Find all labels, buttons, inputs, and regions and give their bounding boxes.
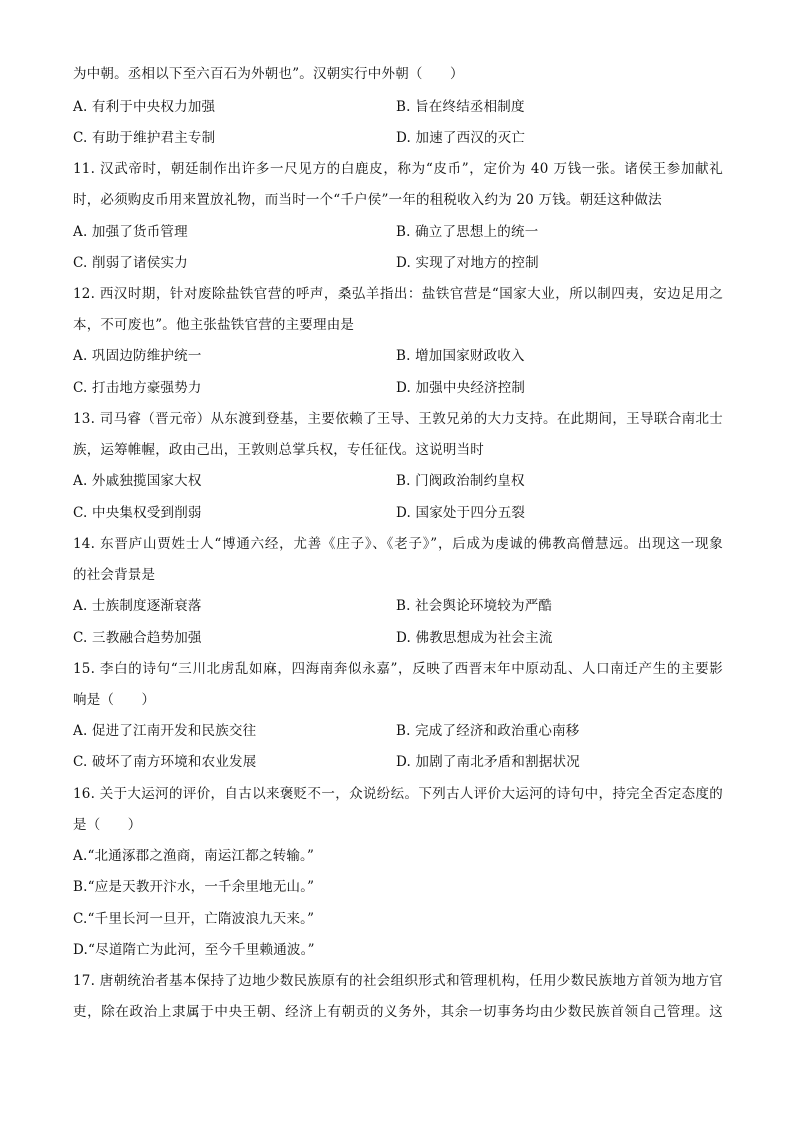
- q10-option-b: B. 旨在终结丞相制度: [396, 99, 525, 115]
- q12-stem-line-2: 本，不可废也”。他主张盐铁官营的主要理由是: [73, 317, 355, 333]
- q12-option-a: A. 巩固边防维护统一: [73, 348, 202, 364]
- q12-stem-line-1: 12. 西汉时期，针对废除盐铁官营的呼声，桑弘羊指出：盐铁官营是“国家大业，所以制四夷，安边足用之: [73, 286, 723, 302]
- q17-stem-line-1: 17. 唐朝统治者基本保持了边地少数民族原有的社会组织形式和管理机构，任用少数民族地方首领为地方官: [73, 973, 723, 989]
- q10-option-a: A. 有利于中央权力加强: [73, 99, 216, 115]
- q16-option-d: D.“尽道隋亡为此河，至今千里赖通波。”: [73, 942, 315, 958]
- q12-option-d: D. 加强中央经济控制: [396, 380, 526, 396]
- q16-option-a: A.“北通涿郡之渔商，南运江都之转输。”: [73, 848, 315, 864]
- q14-stem-line-1: 14. 东晋庐山贾姓士人“博通六经，尤善《庄子》、《老子》”，后成为虔诚的佛教高僧慧远。出现这一现象: [73, 536, 723, 552]
- q16-option-c: C.“千里长河一旦开，亡隋波浪九天来。”: [73, 911, 315, 927]
- q11-stem-line-2: 时，必须购皮币用来置放礼物，而当时一个“千户侯”一年的租税收入约为 20 万钱。朝廷这种做法: [73, 192, 662, 208]
- q12-option-c: C. 打击地方豪强势力: [73, 380, 202, 396]
- q14-option-d: D. 佛教思想成为社会主流: [396, 630, 553, 646]
- q17-stem-line-2: 吏，除在政治上隶属于中央王朝、经济上有朝贡的义务外，其余一切事务均由少数民族首领自己管理。这: [73, 1004, 723, 1020]
- q11-option-b: B. 确立了思想上的统一: [396, 224, 539, 240]
- q13-option-b: B. 门阀政治制约皇权: [396, 473, 525, 489]
- q16-option-b: B.“应是天教开汴水，一千余里地无山。”: [73, 879, 315, 895]
- q15-stem-line-2: 响是（ ）: [73, 692, 156, 708]
- q16-stem-line-2: 是（ ）: [73, 817, 142, 833]
- q11-option-d: D. 实现了对地方的控制: [396, 255, 539, 271]
- q15-stem-line-1: 15. 李白的诗句“三川北虏乱如麻，四海南奔似永嘉”，反映了西晋末年中原动乱、人口南迁产生的主要影: [73, 661, 723, 677]
- q13-stem-line-2: 族，运筹帷幄，政由己出，王敦则总掌兵权，专任征伐。这说明当时: [73, 442, 484, 458]
- q11-option-c: C. 削弱了诸侯实力: [73, 255, 188, 271]
- q14-option-b: B. 社会舆论环境较为严酷: [396, 598, 553, 614]
- q14-option-c: C. 三教融合趋势加强: [73, 630, 202, 646]
- q10-option-d: D. 加速了西汉的灭亡: [396, 130, 526, 146]
- q15-option-c: C. 破坏了南方环境和农业发展: [73, 754, 257, 770]
- q13-option-a: A. 外戚独揽国家大权: [73, 473, 202, 489]
- q10-option-c: C. 有助于维护君主专制: [73, 130, 216, 146]
- q14-stem-line-2: 的社会背景是: [73, 567, 156, 583]
- q10-stem-end: 为中朝。丞相以下至六百石为外朝也”。汉朝实行中外朝（ ）: [73, 66, 464, 82]
- q15-option-a: A. 促进了江南开发和民族交往: [73, 723, 257, 739]
- q13-option-c: C. 中央集权受到削弱: [73, 505, 202, 521]
- q11-stem-line-1: 11. 汉武帝时，朝廷制作出许多一尺见方的白鹿皮，称为“皮币”，定价为 40 万钱一张。诸侯王参加献礼: [73, 161, 723, 177]
- q13-stem-line-1: 13. 司马睿（晋元帝）从东渡到登基，主要依赖了王导、王敦兄弟的大力支持。在此期间，王导联合南北士: [73, 411, 723, 427]
- q11-option-a: A. 加强了货币管理: [73, 224, 188, 240]
- q12-option-b: B. 增加国家财政收入: [396, 348, 525, 364]
- q15-option-d: D. 加剧了南北矛盾和割据状况: [396, 754, 580, 770]
- q13-option-d: D. 国家处于四分五裂: [396, 505, 526, 521]
- q14-option-a: A. 士族制度逐渐衰落: [73, 598, 202, 614]
- q15-option-b: B. 完成了经济和政治重心南移: [396, 723, 580, 739]
- q16-stem-line-1: 16. 关于大运河的评价，自古以来褒贬不一，众说纷纭。下列古人评价大运河的诗句中，持完全否定态度的: [73, 786, 723, 802]
